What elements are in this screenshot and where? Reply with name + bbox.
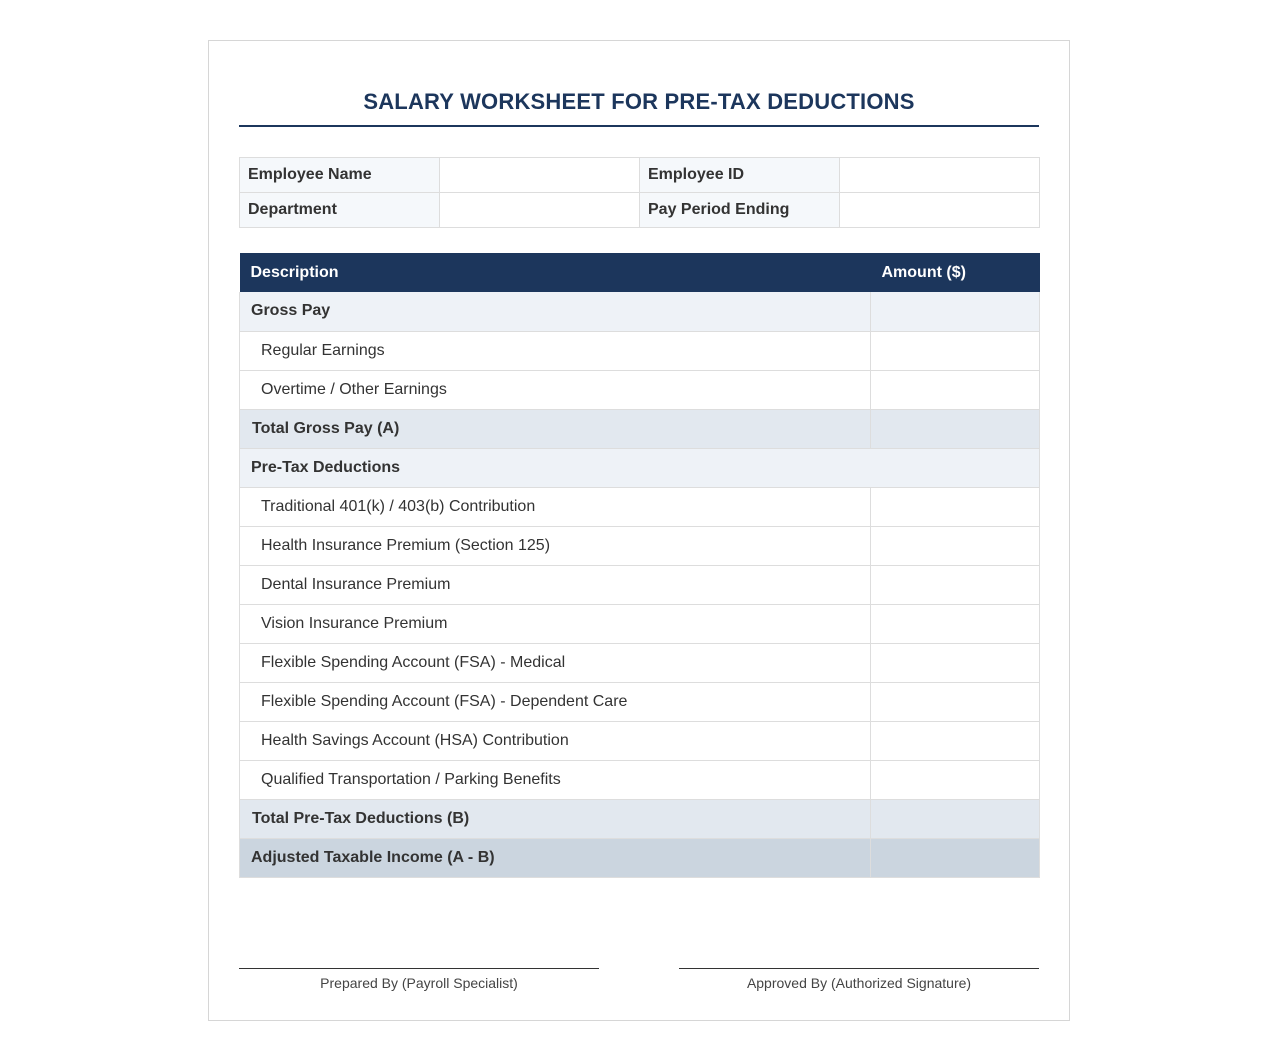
row-amount-field[interactable] <box>871 565 1040 604</box>
approved-by-signature <box>679 968 1039 991</box>
approved-by-label: Approved By (Authorized Signature) <box>746 975 972 991</box>
table-row-item <box>240 526 1040 565</box>
row-amount-field[interactable] <box>871 409 1040 448</box>
row-amount-field[interactable] <box>871 643 1040 682</box>
row-description: Dental Insurance Premium <box>240 565 871 604</box>
row-description: Overtime / Other Earnings <box>240 370 871 409</box>
pay-period-field[interactable] <box>840 193 1040 228</box>
deductions-table <box>239 253 1040 878</box>
info-row <box>240 193 1040 228</box>
table-row-item <box>240 721 1040 760</box>
row-description: Vision Insurance Premium <box>240 604 871 643</box>
department-label: Department <box>240 193 440 228</box>
table-header-row <box>240 253 1040 292</box>
signature-line[interactable] <box>679 968 1039 969</box>
row-amount-field[interactable] <box>871 331 1040 370</box>
row-description: Flexible Spending Account (FSA) - Medical <box>240 643 871 682</box>
table-row-item <box>240 643 1040 682</box>
row-amount-field[interactable] <box>871 487 1040 526</box>
description-header: Description <box>240 253 871 292</box>
row-description: Pre-Tax Deductions <box>240 448 1040 487</box>
table-row-total <box>240 799 1040 838</box>
table-row-final <box>240 838 1040 877</box>
row-description: Qualified Transportation / Parking Benefits <box>240 760 871 799</box>
row-description: Total Gross Pay (A) <box>240 409 871 448</box>
row-amount-field[interactable] <box>871 838 1040 877</box>
table-row-item <box>240 604 1040 643</box>
table-row-item <box>240 565 1040 604</box>
row-amount-field[interactable] <box>871 760 1040 799</box>
employee-info-table <box>239 157 1040 228</box>
table-row-item <box>240 682 1040 721</box>
table-body <box>240 292 1040 877</box>
row-description: Regular Earnings <box>240 331 871 370</box>
row-description: Traditional 401(k) / 403(b) Contribution <box>240 487 871 526</box>
table-row-item <box>240 760 1040 799</box>
employee-name-field[interactable] <box>440 158 640 193</box>
amount-header: Amount ($) <box>871 253 1040 292</box>
row-amount-field[interactable] <box>871 799 1040 838</box>
title-divider <box>239 125 1039 127</box>
row-description: Gross Pay <box>240 292 871 331</box>
employee-id-field[interactable] <box>840 158 1040 193</box>
row-amount-field[interactable] <box>871 292 1040 331</box>
employee-name-label: Employee Name <box>240 158 440 193</box>
row-amount-field[interactable] <box>871 604 1040 643</box>
row-description: Total Pre-Tax Deductions (B) <box>240 799 871 838</box>
row-description: Adjusted Taxable Income (A - B) <box>240 838 871 877</box>
prepared-by-signature <box>239 968 599 991</box>
employee-id-label: Employee ID <box>640 158 840 193</box>
row-amount-field[interactable] <box>871 721 1040 760</box>
worksheet-page <box>208 40 1070 1021</box>
table-row-total <box>240 409 1040 448</box>
row-description: Flexible Spending Account (FSA) - Dependent Care <box>240 682 871 721</box>
row-amount-field[interactable] <box>871 370 1040 409</box>
prepared-by-label: Prepared By (Payroll Specialist) <box>320 975 518 991</box>
department-field[interactable] <box>440 193 640 228</box>
table-row-section <box>240 292 1040 331</box>
signature-line[interactable] <box>239 968 599 969</box>
row-description: Health Insurance Premium (Section 125) <box>240 526 871 565</box>
table-row-item <box>240 487 1040 526</box>
info-row <box>240 158 1040 193</box>
row-amount-field[interactable] <box>871 682 1040 721</box>
pay-period-label: Pay Period Ending <box>640 193 840 228</box>
table-row-item <box>240 331 1040 370</box>
row-description: Health Savings Account (HSA) Contribution <box>240 721 871 760</box>
table-row-item <box>240 370 1040 409</box>
row-amount-field[interactable] <box>871 526 1040 565</box>
page-title: SALARY WORKSHEET FOR PRE-TAX DEDUCTIONS <box>363 89 915 114</box>
table-row-section-full <box>240 448 1040 487</box>
